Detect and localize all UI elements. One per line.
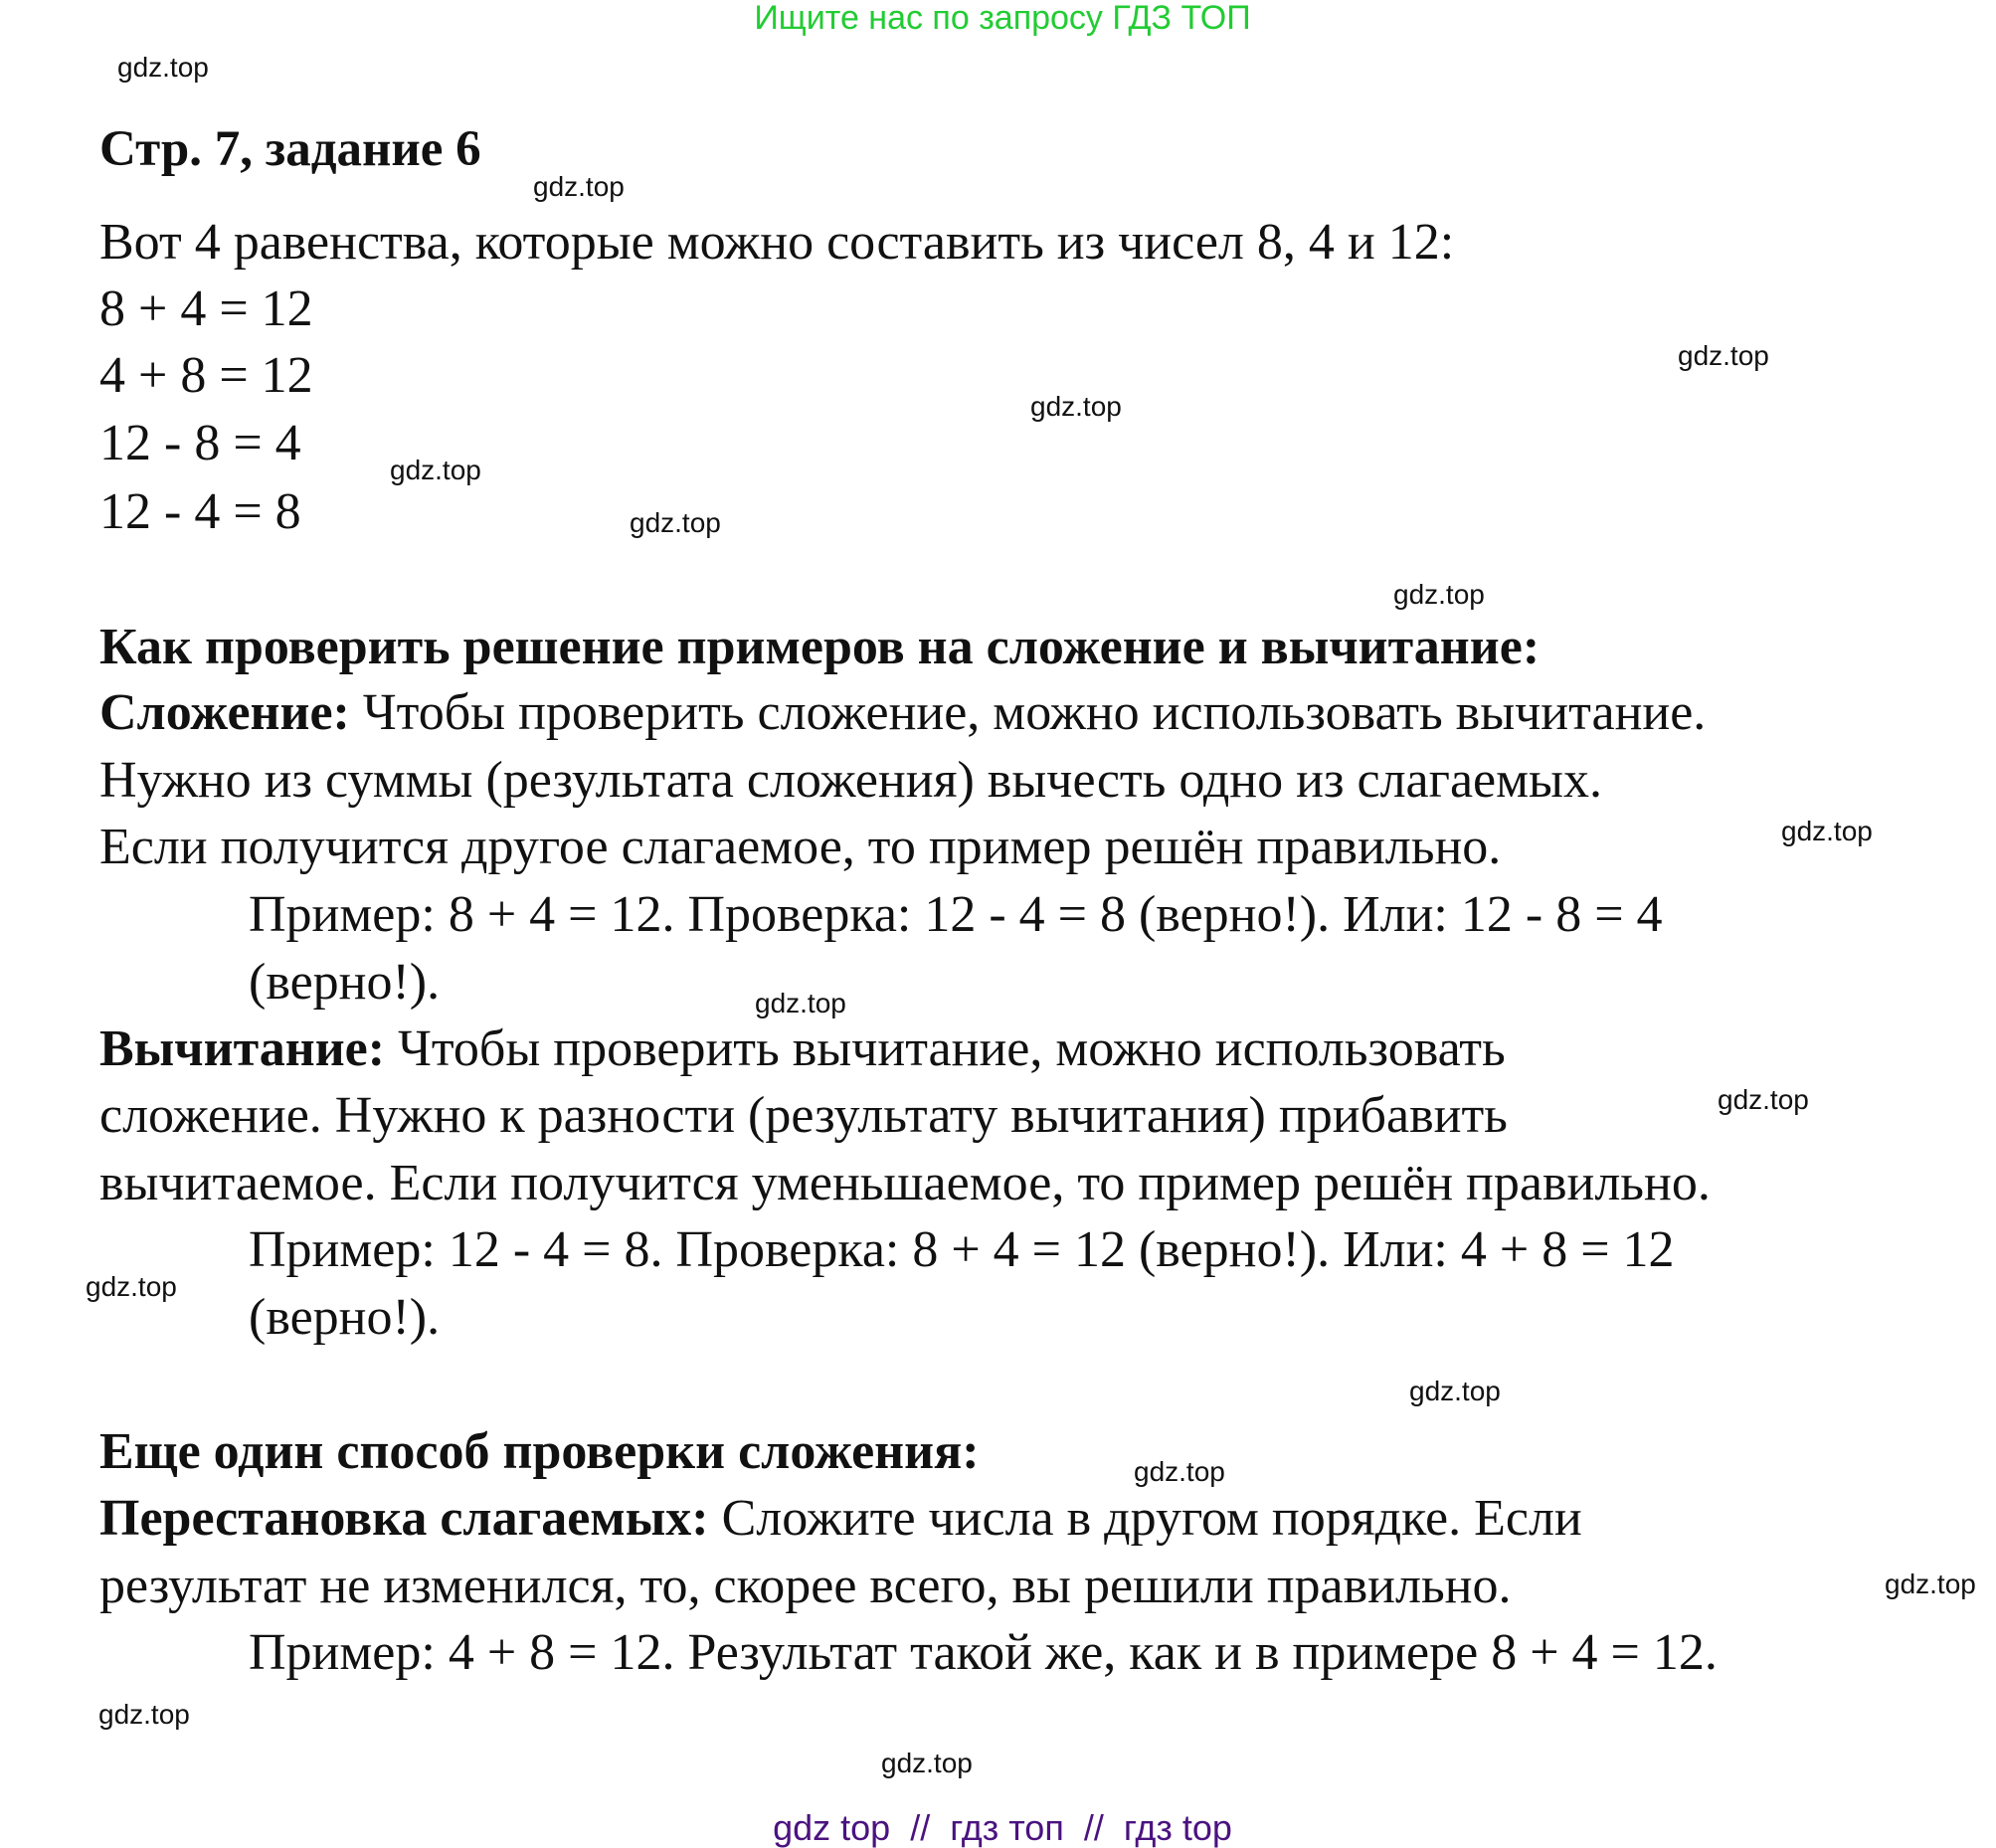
subtraction-paragraph-line: вычитаемое. Если получится уменьшаемое, то пример решён правильно. xyxy=(99,1155,1711,1211)
addition-paragraph-line: Нужно из суммы (результата сложения) вычесть одно из слагаемых. xyxy=(99,752,1602,809)
watermark: gdz.top xyxy=(1030,391,1122,422)
section-heading: Еще один способ проверки сложения: xyxy=(99,1423,980,1480)
addition-example: (верно!). xyxy=(249,954,441,1011)
text: Чтобы проверить вычитание, можно использовать xyxy=(385,1020,1506,1077)
equation: 12 - 8 = 4 xyxy=(99,415,301,471)
watermark: gdz.top xyxy=(1393,579,1485,610)
watermark: gdz.top xyxy=(630,507,721,538)
search-banner: Ищите нас по запросу ГДЗ ТОП xyxy=(754,0,1251,37)
swap-label: Перестановка слагаемых: xyxy=(99,1490,709,1547)
watermark: gdz.top xyxy=(390,455,481,485)
text: Сложите числа в другом порядке. Если xyxy=(708,1490,1582,1547)
footer-links xyxy=(0,1808,1996,1848)
section-heading: Как проверить решение примеров на сложение и вычитание: xyxy=(99,619,1541,675)
intro-text: Вот 4 равенства, которые можно составить из чисел 8, 4 и 12: xyxy=(99,214,1455,271)
subtraction-paragraph-line: сложение. Нужно к разности (результату вычитания) прибавить xyxy=(99,1087,1508,1144)
watermark: gdz.top xyxy=(881,1748,973,1778)
addition-example: Пример: 8 + 4 = 12. Проверка: 12 - 4 = 8 (верно!). Или: 12 - 8 = 4 xyxy=(249,886,1663,943)
subtraction-example: Пример: 12 - 4 = 8. Проверка: 8 + 4 = 12 (верно!). Или: 4 + 8 = 12 xyxy=(249,1221,1675,1278)
subtraction-example: (верно!). xyxy=(249,1289,441,1346)
watermark: gdz.top xyxy=(98,1699,190,1730)
swap-example: Пример: 4 + 8 = 12. Результат такой же, как и в примере 8 + 4 = 12. xyxy=(249,1624,1718,1681)
equation: 4 + 8 = 12 xyxy=(99,347,313,404)
swap-paragraph-line: результат не изменился, то, скорее всего, вы решили правильно. xyxy=(99,1558,1512,1614)
addition-paragraph-line xyxy=(99,681,1706,745)
watermark: gdz.top xyxy=(86,1271,177,1302)
watermark: gdz.top xyxy=(1678,340,1769,371)
subtraction-paragraph-line xyxy=(99,1017,1506,1081)
watermark: gdz.top xyxy=(533,171,625,202)
page-title: Стр. 7, задание 6 xyxy=(99,121,481,177)
equation: 12 - 4 = 8 xyxy=(99,483,301,540)
watermark: gdz.top xyxy=(1409,1376,1501,1406)
text: Чтобы проверить сложение, можно использовать вычитание. xyxy=(349,684,1707,741)
watermark: gdz.top xyxy=(1134,1456,1225,1487)
subtraction-label: Вычитание: xyxy=(99,1020,386,1077)
watermark: gdz.top xyxy=(117,52,209,83)
watermark: gdz.top xyxy=(755,988,846,1018)
addition-paragraph-line: Если получится другое слагаемое, то пример решён правильно. xyxy=(99,819,1502,875)
watermark: gdz.top xyxy=(1885,1569,1976,1599)
addition-label: Сложение: xyxy=(99,684,350,741)
watermark: gdz.top xyxy=(1781,816,1873,846)
swap-paragraph-line xyxy=(99,1487,1582,1551)
watermark: gdz.top xyxy=(1718,1084,1809,1115)
equation: 8 + 4 = 12 xyxy=(99,280,313,337)
footer-text[interactable]: gdz top // гдз топ // гдз top xyxy=(773,1807,1232,1848)
